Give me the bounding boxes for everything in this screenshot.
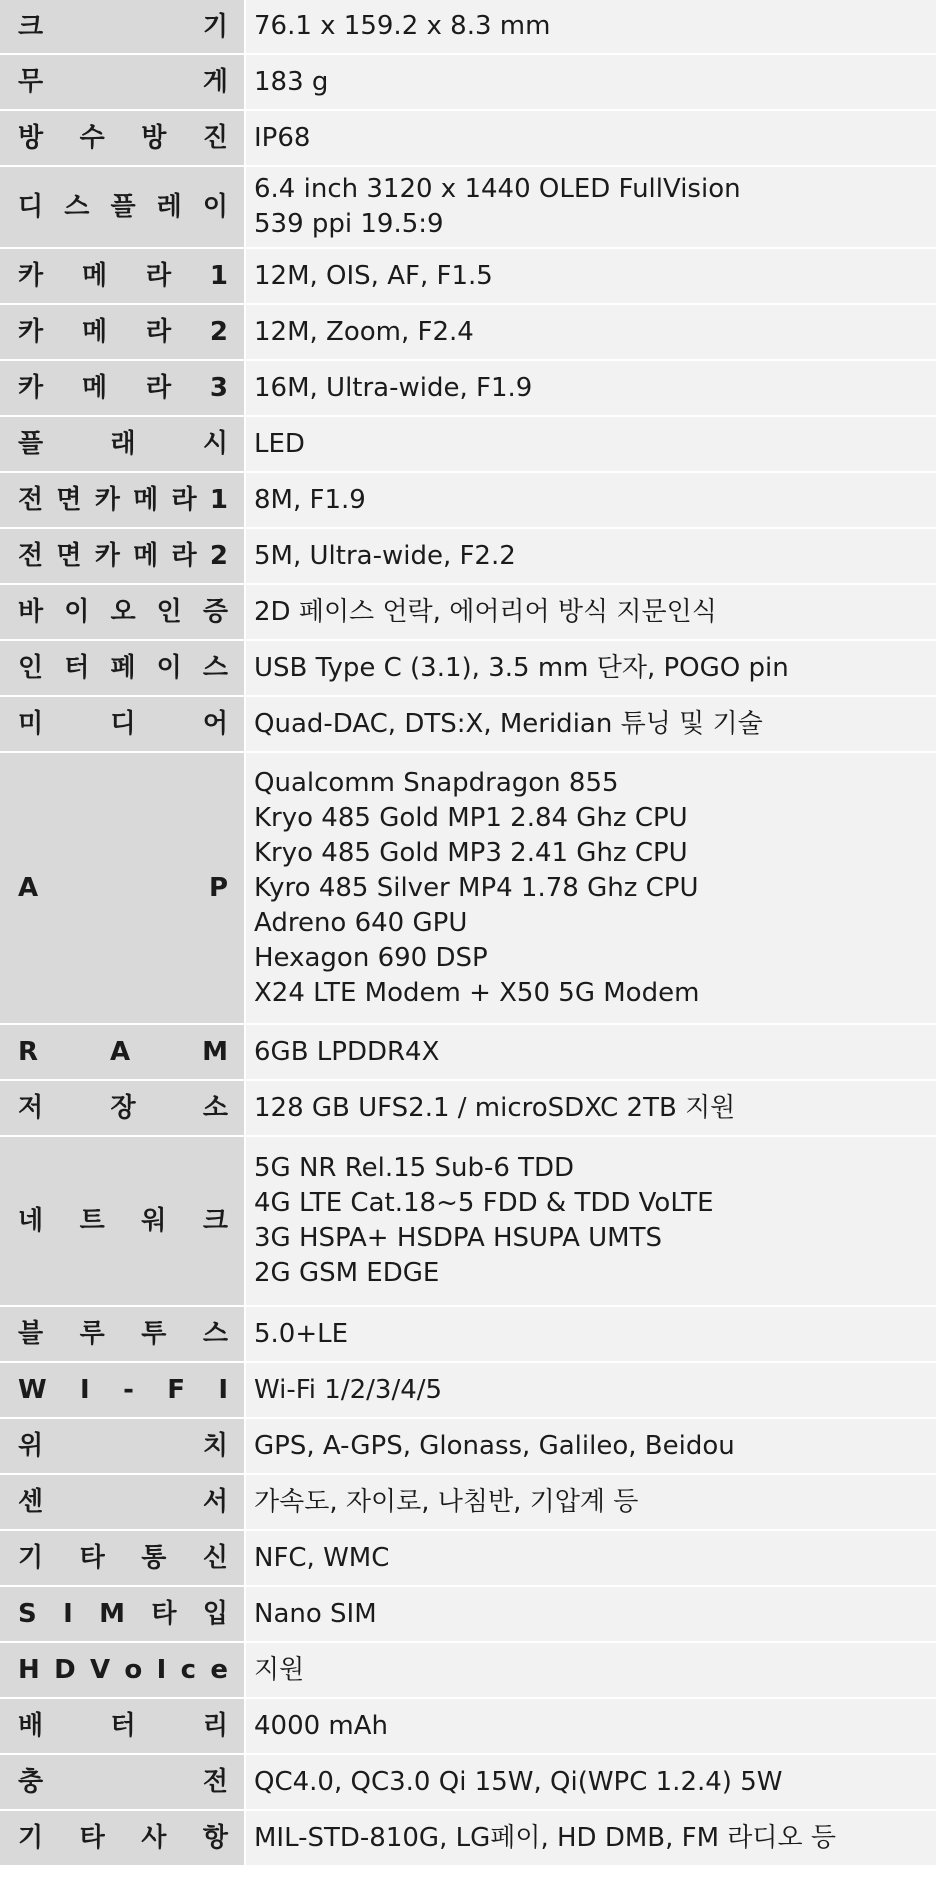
spec-value-line: 가속도, 자이로, 나침반, 기압계 등 bbox=[254, 1486, 639, 1517]
spec-value-cell bbox=[245, 166, 936, 248]
spec-value-cell bbox=[245, 1754, 936, 1810]
spec-value-line: 4G LTE Cat.18~5 FDD & TDD VoLTE bbox=[254, 1188, 714, 1218]
spec-label: A P bbox=[18, 873, 228, 903]
spec-label-cell bbox=[0, 1642, 245, 1698]
spec-row bbox=[0, 360, 936, 416]
spec-value-cell bbox=[245, 1530, 936, 1586]
spec-value-line: GPS, A-GPS, Glonass, Galileo, Beidou bbox=[254, 1430, 735, 1461]
spec-value-line: 6GB LPDDR4X bbox=[254, 1036, 440, 1067]
spec-label-cell bbox=[0, 1418, 245, 1474]
spec-row bbox=[0, 1024, 936, 1080]
spec-label-cell bbox=[0, 528, 245, 584]
spec-value-cell bbox=[245, 1586, 936, 1642]
spec-value-cell bbox=[245, 416, 936, 472]
spec-row bbox=[0, 752, 936, 1024]
spec-row bbox=[0, 166, 936, 248]
spec-value-cell bbox=[245, 640, 936, 696]
spec-label: 디 스 플 레 이 bbox=[18, 192, 228, 222]
spec-value-line: Kryo 485 Gold MP1 2.84 Ghz CPU bbox=[254, 802, 688, 833]
spec-label: R A M bbox=[18, 1037, 228, 1067]
spec-label-cell bbox=[0, 110, 245, 166]
spec-value-line: 12M, Zoom, F2.4 bbox=[254, 316, 474, 347]
spec-label: 기 타 통 신 bbox=[18, 1543, 228, 1573]
spec-label: H D V o I c e bbox=[18, 1655, 228, 1685]
spec-row bbox=[0, 1418, 936, 1474]
spec-label-cell bbox=[0, 304, 245, 360]
spec-label-cell bbox=[0, 54, 245, 110]
spec-value-line: NFC, WMC bbox=[254, 1542, 390, 1573]
spec-value-cell bbox=[245, 752, 936, 1024]
spec-label: W I - F I bbox=[18, 1375, 228, 1405]
spec-value-line: Kyro 485 Silver MP4 1.78 Ghz CPU bbox=[254, 872, 699, 903]
spec-row bbox=[0, 1306, 936, 1362]
spec-value-line: Adreno 640 GPU bbox=[254, 907, 468, 938]
spec-value-cell bbox=[245, 1698, 936, 1754]
spec-value-cell bbox=[245, 0, 936, 54]
spec-label: 크 기 bbox=[18, 11, 228, 42]
spec-label-cell bbox=[0, 696, 245, 752]
spec-label-cell bbox=[0, 416, 245, 472]
spec-row bbox=[0, 1586, 936, 1642]
spec-label-cell bbox=[0, 0, 245, 54]
spec-value-line: 지원 bbox=[254, 1654, 305, 1685]
spec-value-line: 16M, Ultra-wide, F1.9 bbox=[254, 372, 533, 403]
spec-label: 플 래 시 bbox=[18, 429, 228, 459]
spec-row bbox=[0, 640, 936, 696]
spec-value-cell bbox=[245, 304, 936, 360]
spec-value-cell bbox=[245, 1080, 936, 1136]
spec-value-line: Nano SIM bbox=[254, 1598, 377, 1629]
spec-label: 카 메 라 2 bbox=[18, 317, 228, 347]
spec-label-cell bbox=[0, 1754, 245, 1810]
spec-value-line: MIL-STD-810G, LG페이, HD DMB, FM 라디오 등 bbox=[254, 1822, 837, 1853]
spec-label: 저 장 소 bbox=[18, 1093, 228, 1123]
spec-value-line: 183 g bbox=[254, 66, 329, 97]
spec-label: 방 수 방 진 bbox=[18, 123, 228, 153]
spec-value-line: 128 GB UFS2.1 / microSDXC 2TB 지원 bbox=[254, 1092, 736, 1123]
spec-value-cell bbox=[245, 1024, 936, 1080]
spec-value-cell bbox=[245, 696, 936, 752]
spec-value-cell bbox=[245, 472, 936, 528]
spec-row bbox=[0, 472, 936, 528]
spec-row bbox=[0, 304, 936, 360]
spec-value-line: Hexagon 690 DSP bbox=[254, 942, 488, 973]
spec-row bbox=[0, 1362, 936, 1418]
spec-row bbox=[0, 584, 936, 640]
spec-label: 무 게 bbox=[18, 67, 228, 97]
spec-label-cell bbox=[0, 248, 245, 304]
spec-value-line: QC4.0, QC3.0 Qi 15W, Qi(WPC 1.2.4) 5W bbox=[254, 1766, 783, 1797]
spec-label: 미 디 어 bbox=[18, 709, 228, 739]
spec-value-line: 3G HSPA+ HSDPA HSUPA UMTS bbox=[254, 1223, 663, 1253]
spec-label-cell bbox=[0, 166, 245, 248]
spec-value-cell bbox=[245, 54, 936, 110]
spec-row bbox=[0, 528, 936, 584]
spec-value-line: IP68 bbox=[254, 122, 311, 153]
spec-value-line: 539 ppi 19.5:9 bbox=[254, 209, 444, 239]
spec-label: S I M 타 입 bbox=[18, 1599, 228, 1629]
spec-value-cell bbox=[245, 1306, 936, 1362]
spec-row bbox=[0, 1530, 936, 1586]
spec-label: 기 타 사 항 bbox=[18, 1823, 228, 1853]
spec-label-cell bbox=[0, 1080, 245, 1136]
spec-label: 카 메 라 1 bbox=[18, 261, 228, 291]
spec-label-cell bbox=[0, 584, 245, 640]
spec-value-cell bbox=[245, 1810, 936, 1866]
spec-value-cell bbox=[245, 528, 936, 584]
spec-label-cell bbox=[0, 1024, 245, 1080]
spec-label-cell bbox=[0, 1586, 245, 1642]
spec-value-line: USB Type C (3.1), 3.5 mm 단자, POGO pin bbox=[254, 652, 789, 683]
spec-label: 배 터 리 bbox=[18, 1711, 228, 1741]
spec-value-cell bbox=[245, 360, 936, 416]
spec-row bbox=[0, 1080, 936, 1136]
spec-value-line: LED bbox=[254, 428, 305, 459]
spec-row bbox=[0, 0, 936, 54]
spec-row bbox=[0, 1810, 936, 1866]
spec-value-line: Quad-DAC, DTS:X, Meridian 튜닝 및 기술 bbox=[254, 708, 763, 739]
spec-label-cell bbox=[0, 1810, 245, 1866]
spec-value-line: 8M, F1.9 bbox=[254, 484, 366, 515]
spec-row bbox=[0, 1642, 936, 1698]
spec-label-cell bbox=[0, 1136, 245, 1306]
spec-value-line: 4000 mAh bbox=[254, 1710, 389, 1741]
spec-value-cell bbox=[245, 248, 936, 304]
spec-row bbox=[0, 1698, 936, 1754]
spec-row bbox=[0, 696, 936, 752]
spec-label-cell bbox=[0, 360, 245, 416]
spec-value-line: 12M, OIS, AF, F1.5 bbox=[254, 260, 493, 291]
spec-row bbox=[0, 1136, 936, 1306]
spec-value-line: Kryo 485 Gold MP3 2.41 Ghz CPU bbox=[254, 837, 688, 868]
spec-label: 네 트 워 크 bbox=[18, 1206, 228, 1236]
spec-label: 블 루 투 스 bbox=[18, 1319, 228, 1349]
spec-value-line: X24 LTE Modem + X50 5G Modem bbox=[254, 977, 700, 1008]
spec-value-line: 2G GSM EDGE bbox=[254, 1258, 440, 1288]
spec-value-line: 5G NR Rel.15 Sub-6 TDD bbox=[254, 1153, 575, 1183]
spec-label-cell bbox=[0, 472, 245, 528]
spec-label-cell bbox=[0, 1698, 245, 1754]
spec-label-cell bbox=[0, 1530, 245, 1586]
spec-label: 카 메 라 3 bbox=[18, 373, 228, 403]
spec-label-cell bbox=[0, 752, 245, 1024]
spec-value-line: 5M, Ultra-wide, F2.2 bbox=[254, 540, 516, 571]
spec-value-line: 2D 페이스 언락, 에어리어 방식 지문인식 bbox=[254, 596, 717, 627]
spec-value-line: 76.1 x 159.2 x 8.3 mm bbox=[254, 11, 551, 41]
spec-value-cell bbox=[245, 1362, 936, 1418]
spec-value-cell bbox=[245, 1642, 936, 1698]
spec-row bbox=[0, 110, 936, 166]
spec-value-cell bbox=[245, 1136, 936, 1306]
spec-row bbox=[0, 1474, 936, 1530]
spec-label: 바 이 오 인 증 bbox=[18, 597, 228, 627]
spec-label: 인 터 페 이 스 bbox=[18, 653, 228, 683]
spec-value-cell bbox=[245, 1474, 936, 1530]
spec-value-line: 5.0+LE bbox=[254, 1318, 349, 1349]
spec-label-cell bbox=[0, 1362, 245, 1418]
spec-row bbox=[0, 248, 936, 304]
spec-row bbox=[0, 416, 936, 472]
spec-row bbox=[0, 1754, 936, 1810]
spec-label-cell bbox=[0, 640, 245, 696]
spec-value-cell bbox=[245, 584, 936, 640]
spec-label: 위 치 bbox=[18, 1431, 228, 1461]
spec-label: 전 면 카 메 라 2 bbox=[18, 541, 228, 571]
spec-label-cell bbox=[0, 1474, 245, 1530]
spec-label: 전 면 카 메 라 1 bbox=[18, 485, 228, 515]
spec-value-cell bbox=[245, 1418, 936, 1474]
spec-value-line: 6.4 inch 3120 x 1440 OLED FullVision bbox=[254, 174, 741, 204]
spec-value-line: Qualcomm Snapdragon 855 bbox=[254, 767, 619, 798]
spec-label-cell bbox=[0, 1306, 245, 1362]
spec-row bbox=[0, 54, 936, 110]
spec-value-cell bbox=[245, 110, 936, 166]
spec-value-line: Wi-Fi 1/2/3/4/5 bbox=[254, 1374, 443, 1405]
spec-label: 센 서 bbox=[18, 1487, 228, 1517]
spec-label: 충 전 bbox=[18, 1767, 228, 1797]
